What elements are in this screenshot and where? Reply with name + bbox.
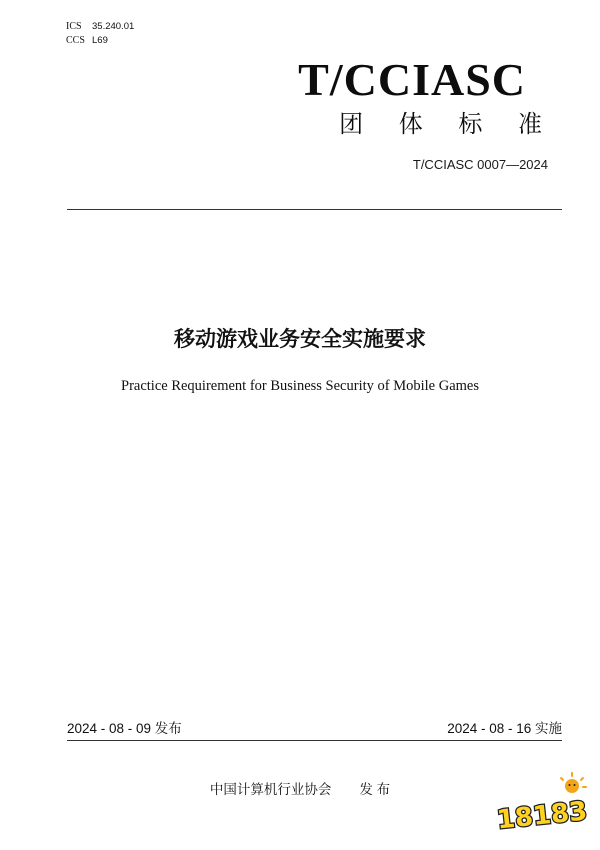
- publisher-action: 发 布: [359, 782, 391, 797]
- document-title-chinese: 移动游戏业务安全实施要求: [174, 327, 426, 351]
- sun-icon: [561, 773, 586, 793]
- footer-divider: [67, 740, 562, 741]
- ics-label: ICS: [66, 21, 82, 32]
- ccs-value: L69: [92, 35, 108, 46]
- ccs-label: CCS: [66, 35, 85, 46]
- standard-number: T/CCIASC 0007—2024: [412, 157, 548, 172]
- publisher-name: 中国计算机行业协会: [209, 782, 332, 797]
- implement-date: 2024 - 08 - 16 实施: [447, 721, 562, 736]
- standard-type: 团 体 标 准: [339, 110, 556, 138]
- header-divider: [67, 209, 562, 210]
- standard-code: T/CCIASC: [298, 54, 526, 105]
- ics-value: 35.240.01: [92, 21, 135, 32]
- watermark-text: 18183: [495, 796, 589, 836]
- document-title-english: Practice Requirement for Business Security of Mobile Games: [121, 378, 479, 394]
- ccs-classification: [66, 35, 108, 47]
- watermark-logo: [494, 772, 590, 836]
- ics-classification: [66, 21, 134, 33]
- publish-date: 2024 - 08 - 09 发布: [67, 721, 182, 736]
